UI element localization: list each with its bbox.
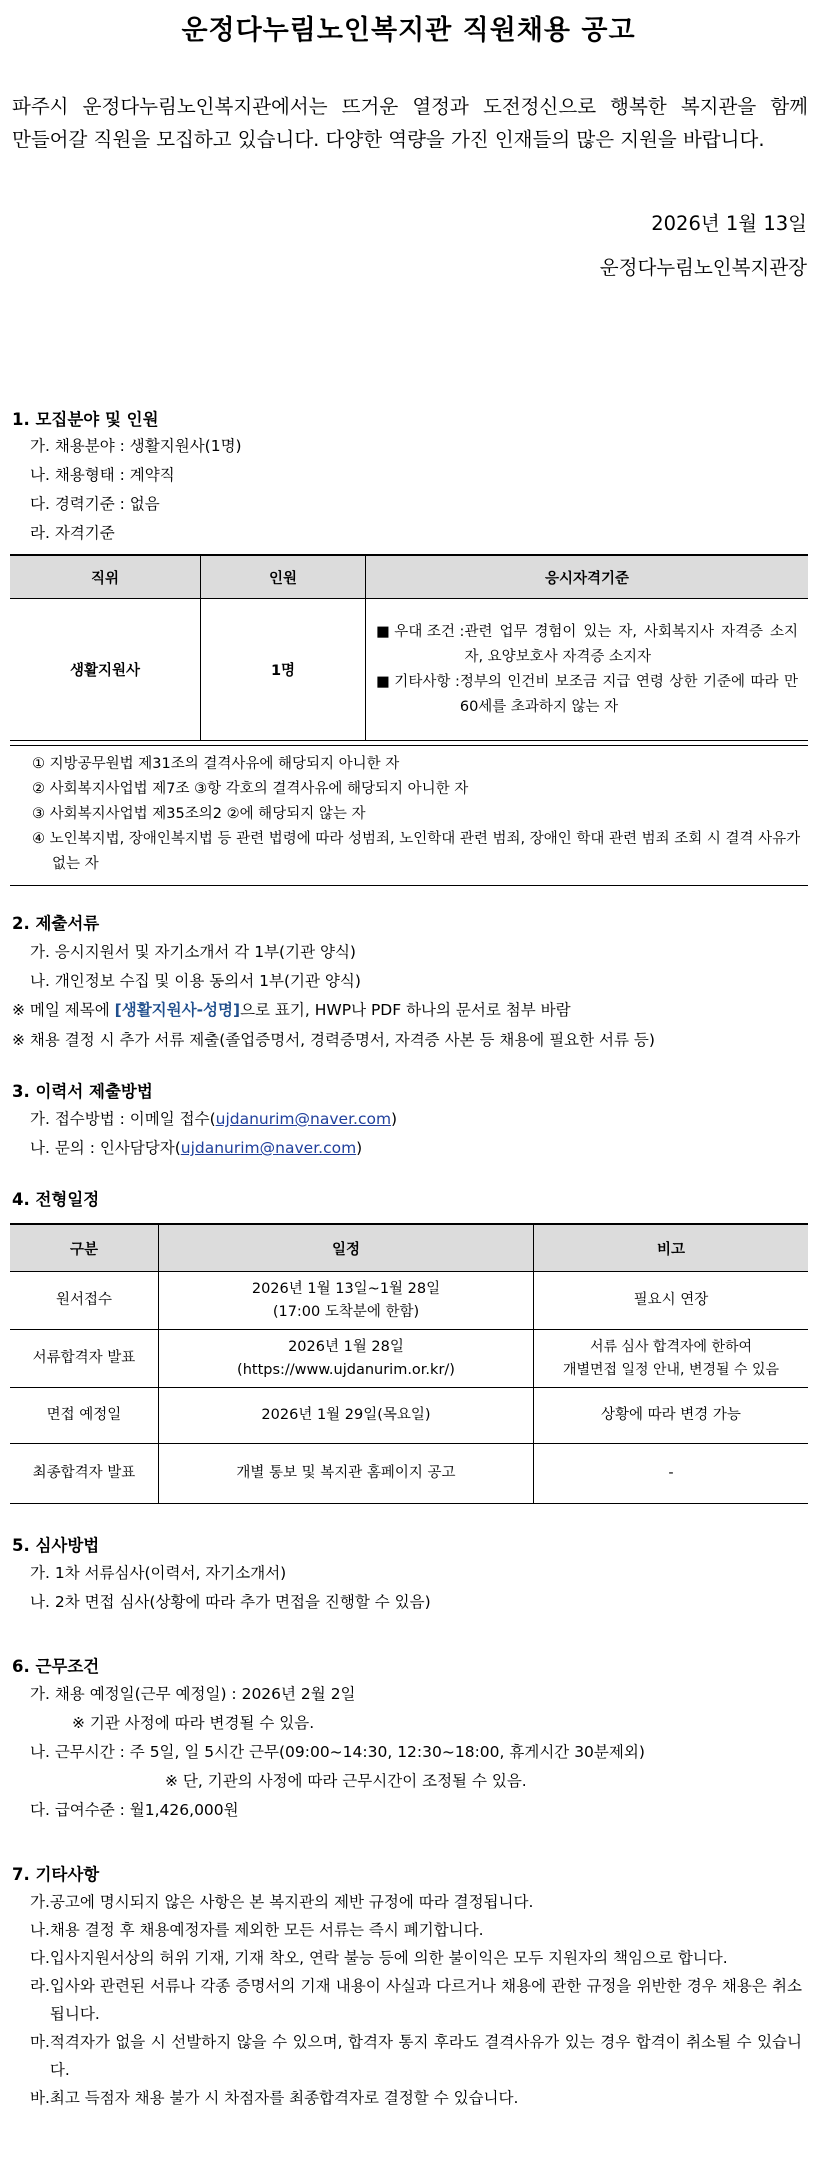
list-item: 마. 적격자가 없을 시 선발하지 않을 수 있으며, 합격자 통지 후라도 결격사유가 있는 경우 합격이 취소될 수 있습니다. [30, 2033, 802, 2079]
condition-item: ② 사회복지사업법 제7조 ③항 각호의 결격사유에 해당되지 아니한 자 [32, 781, 469, 797]
s6-item-salary: 다. 급여수준 : 월1,426,000원 [30, 1801, 239, 1819]
section-7-title: 7. 기타사항 [12, 1865, 100, 1884]
s6-item-start-date: 가. 채용 예정일(근무 예정일) : 2026년 2월 2일 [30, 1685, 356, 1703]
col-header-count: 인원 [201, 555, 366, 599]
table-row: 원서접수 2026년 1월 13일~1월 28일 (17:00 도착분에 한함) 필요시 연장 [10, 1272, 808, 1330]
s1-item-career: 다. 경력기준 : 없음 [30, 495, 160, 513]
condition-item: ③ 사회복지사업법 제35조의2 ②에 해당되지 않는 자 [32, 806, 366, 822]
section-2-title: 2. 제출서류 [12, 914, 100, 933]
section-6-title: 6. 근무조건 [12, 1657, 100, 1676]
list-item: 나. 채용 결정 후 채용예정자를 제외한 모든 서류는 즉시 폐기합니다. [30, 1921, 484, 1939]
section-4-title: 4. 전형일정 [12, 1190, 100, 1209]
list-item: 라. 입사와 관련된 서류나 각종 증명서의 기재 내용이 사실과 다르거나 채용에 관한 규정을 위반한 경우 채용은 취소됩니다. [30, 1977, 802, 2023]
qualification-table [10, 554, 808, 741]
s3-item-inquiry: 나. 문의 : 인사담당자(ujdanurim@naver.com) [30, 1139, 363, 1157]
notice-issuer: 운정다누림노인복지관장 [599, 256, 807, 279]
cell-position: 생활지원사 [10, 599, 201, 741]
s6-item-hours: 나. 근무시간 : 주 5일, 일 5시간 근무(09:00~14:30, 12:30~18:00, 휴게시간 30분제외) [30, 1743, 645, 1761]
schedule-table [10, 1223, 808, 1504]
mail-subject-format: [생활지원사-성명] [114, 1001, 241, 1019]
page-title: 운정다누림노인복지관 직원채용 공고 [181, 15, 636, 46]
condition-item: ④ 노인복지법, 장애인복지법 등 관련 법령에 따라 성범죄, 노인학대 관련 범죄, 장애인 학대 관련 범죄 조회 시 결격 사유가 없는 자 [32, 831, 801, 872]
s1-item-type: 나. 채용형태 : 계약직 [30, 466, 175, 484]
s1-item-field: 가. 채용분야 : 생활지원사(1명) [30, 437, 242, 455]
notice-date: 2026년 1월 13일 [651, 212, 807, 235]
intro-paragraph: 파주시 운정다누림노인복지관에서는 뜨거운 열정과 도전정신으로 행복한 복지관을 함께 만들어갈 직원을 모집하고 있습니다. 다양한 역량을 가진 인재들의 많은 지원을 바랍니다. [12, 95, 808, 151]
cell-criteria [366, 599, 809, 741]
table-row: 최종합격자 발표 개별 통보 및 복지관 홈페이지 공고 - [10, 1444, 808, 1504]
condition-item: ① 지방공무원법 제31조의 결격사유에 해당되지 아니한 자 [32, 756, 400, 772]
col-header-criteria: 응시자격기준 [366, 555, 809, 599]
list-item: 다. 입사지원서상의 허위 기재, 기재 착오, 연락 불능 등에 의한 불이익은 모두 지원자의 책임으로 합니다. [30, 1949, 728, 1967]
col-header-schedule: 일정 [159, 1224, 534, 1272]
section-5-title: 5. 심사방법 [12, 1536, 100, 1555]
s7-list [30, 1888, 802, 2112]
s2-note-mail-subject: ※ 메일 제목에 [생활지원사-성명]으로 표기, HWP나 PDF 하나의 문서로 첨부 바람 [12, 1001, 571, 1019]
email-link[interactable]: ujdanurim@naver.com [215, 1110, 392, 1128]
col-header-remarks: 비고 [534, 1224, 809, 1272]
s5-item-interview: 나. 2차 면접 심사(상황에 따라 추가 면접을 진행할 수 있음) [30, 1593, 431, 1611]
s6-note-hours: ※ 단, 기관의 사정에 따라 근무시간이 조정될 수 있음. [165, 1772, 527, 1790]
preferred-condition: ■ 우대 조건 : 관련 업무 경험이 있는 자, 사회복지사 자격증 소지자, 요양보호사 자격증 소지자 [376, 623, 798, 665]
col-header-position: 직위 [10, 555, 201, 599]
list-item: 가. 공고에 명시되지 않은 사항은 본 복지관의 제반 규정에 따라 결정됩니다. [30, 1893, 534, 1911]
table-row: 서류합격자 발표 2026년 1월 28일 (https://www.ujdanurim.or.kr/) 서류 심사 합격자에 한하여 개별면접 일정 안내, 변경될 수 있음 [10, 1330, 808, 1388]
s2-note-additional-docs: ※ 채용 결정 시 추가 서류 제출(졸업증명서, 경력증명서, 자격증 사본 등 채용에 필요한 서류 등) [12, 1031, 655, 1049]
table-row: 면접 예정일 2026년 1월 29일(목요일) 상황에 따라 변경 가능 [10, 1388, 808, 1444]
disqualification-list [10, 745, 808, 886]
other-condition: ■ 기타사항 : 정부의 인건비 보조금 지급 연령 상한 기준에 따라 만 60세를 초과하지 않는 자 [376, 673, 798, 715]
cell-count: 1명 [201, 599, 366, 741]
s2-item-consent: 나. 개인정보 수집 및 이용 동의서 1부(기관 양식) [30, 972, 361, 990]
col-header-category: 구분 [10, 1224, 159, 1272]
section-1-title: 1. 모집분야 및 인원 [12, 410, 159, 429]
section-3-title: 3. 이력서 제출방법 [12, 1082, 153, 1101]
s6-note-start-date: ※ 기관 사정에 따라 변경될 수 있음. [72, 1714, 315, 1732]
s1-item-qualification: 라. 자격기준 [30, 524, 115, 542]
list-item: 바. 최고 득점자 채용 불가 시 차점자를 최종합격자로 결정할 수 있습니다. [30, 2089, 519, 2107]
s3-item-submission: 가. 접수방법 : 이메일 접수(ujdanurim@naver.com) [30, 1110, 398, 1128]
homepage-url: (https://www.ujdanurim.or.kr/) [237, 1361, 455, 1378]
email-link[interactable]: ujdanurim@naver.com [180, 1139, 357, 1157]
s5-item-document: 가. 1차 서류심사(이력서, 자기소개서) [30, 1564, 287, 1582]
s2-item-application: 가. 응시지원서 및 자기소개서 각 1부(기관 양식) [30, 943, 356, 961]
